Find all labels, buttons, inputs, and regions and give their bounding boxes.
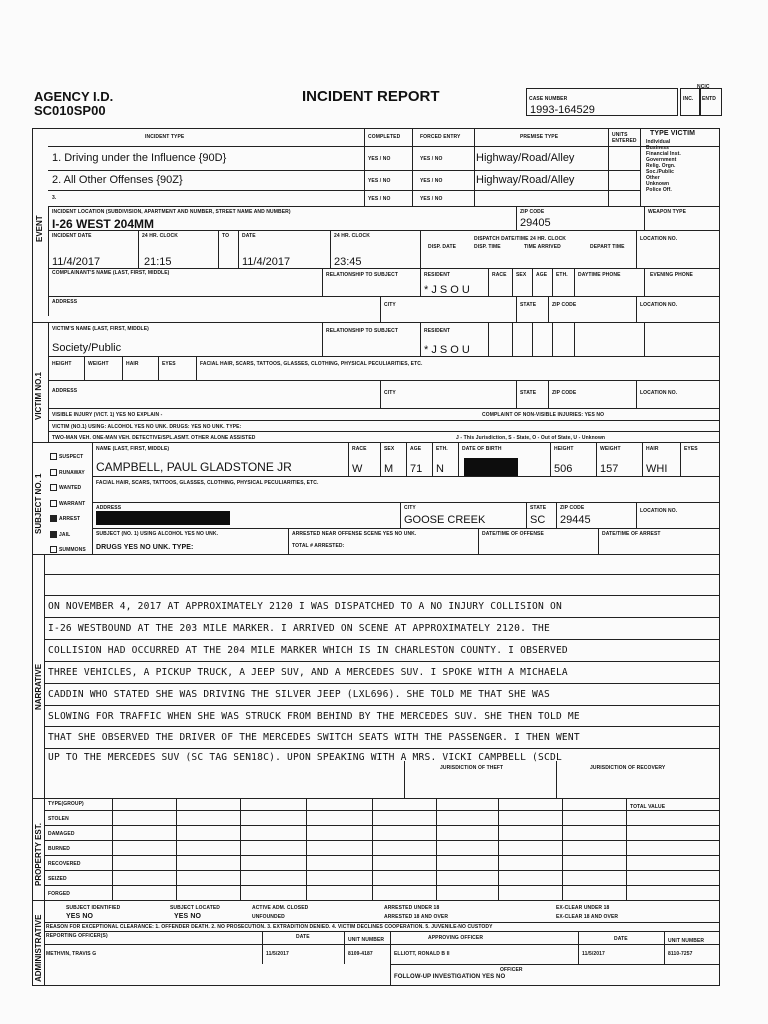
subject-address-label: ADDRESS (96, 505, 122, 511)
property-side-label: PROPERTY EST. (34, 823, 43, 886)
report-unit: 8109-4187 (348, 951, 373, 957)
incident-type-3: 3. (52, 195, 57, 201)
daytime-phone-label: DAYTIME PHONE (578, 272, 621, 278)
status-arrest: ARREST (59, 516, 81, 522)
completed-header: COMPLETED (368, 134, 401, 140)
dob-redaction (464, 458, 518, 476)
incident-location-label: INCIDENT LOCATION (SUBDIVISION, APARTMENT AND NUMBER, STREET NAME AND NUMBER) (52, 209, 291, 215)
narrative-line-3: COLLISION HAD OCCURRED AT THE 204 MILE MARKER WHICH IS IN CHARLESTON COUNTY. I OBSERVED (48, 645, 568, 656)
location-no2-label: LOCATION NO. (640, 302, 678, 308)
active-closed-label: ACTIVE ADM. CLOSED (252, 905, 309, 911)
property-damaged: DAMAGED (48, 831, 75, 837)
administrative-side-label: ADMINISTRATIVE (34, 914, 43, 982)
subject-hair: WHI (646, 463, 668, 475)
victim-resident-label: RESIDENT (424, 328, 451, 334)
approve-unit: 8110-7257 (668, 951, 693, 957)
followup-investigation: FOLLOW-UP INVESTIGATION YES NO (394, 974, 506, 980)
subject-eth-label: ETH. (436, 446, 448, 452)
victim-name: Society/Public (52, 342, 122, 354)
narrative-line-7: THAT SHE OBSERVED THE DRIVER OF THE MERCEDES SWITCH SEATS WITH THE PASSENGER. I THEN WENT (48, 732, 580, 743)
case-number: 1993-164529 (530, 104, 595, 116)
type-victim-business: Business (646, 145, 670, 151)
reporting-officer: METHVIN, TRAVIS G (46, 951, 97, 957)
subject-height-label: HEIGHT (554, 446, 574, 452)
jurisdiction-theft-label: JURISDICTION OF THEFT (440, 765, 504, 771)
eth-label: ETH. (556, 272, 568, 278)
type-victim-unknown: Unknown (646, 181, 670, 187)
ncic-label: NCIC (697, 84, 710, 90)
status-arrest-checkbox[interactable] (50, 515, 57, 522)
subject-eyes-label: EYES (684, 446, 698, 452)
subject-identified-label: SUBJECT IDENTIFIED (66, 905, 121, 911)
date-time-offense-label: DATE/TIME OF OFFENSE (482, 531, 544, 537)
victim-location-no-label: LOCATION NO. (640, 390, 678, 396)
city-label: CITY (384, 302, 396, 308)
report-date: 11/5/2017 (266, 951, 289, 957)
incident-3-forced: YES / NO (420, 196, 443, 202)
sex-label: SEX (516, 272, 527, 278)
subject-status-list (50, 450, 86, 559)
incident-type-1: 1. Driving under the Influence {90D} (52, 152, 227, 164)
subject-using-line: SUBJECT (NO. 1) USING ALCOHOL YES NO UNK. (96, 531, 219, 537)
status-wanted: WANTED (59, 485, 82, 491)
jurisdiction-recovery-label: JURISDICTION OF RECOVERY (590, 765, 666, 771)
type-victim-financial: Financial Inst. (646, 151, 681, 157)
victim-using-line: VICTIM (NO.1) USING: ALCOHOL YES NO UNK. DRUGS: YES NO UNK. TYPE: (52, 424, 242, 430)
case-number-label: CASE NUMBER (529, 96, 568, 102)
subject-facial-label: FACIAL HAIR, SCARS, TATTOOS, GLASSES, CLOTHING, PHYSICAL PECULIARITIES, ETC. (96, 480, 319, 486)
victim-state-label: STATE (520, 390, 537, 396)
disp-date-label: DISP. DATE (428, 244, 457, 250)
victim-injury-line: VISIBLE INJURY (VICT. 1) YES NO EXPLAIN - (52, 412, 163, 418)
subject-located-label: SUBJECT LOCATED (170, 905, 221, 911)
subject-state: SC (530, 514, 546, 526)
location-no-label: LOCATION NO. (640, 236, 678, 242)
victim-facial-label: FACIAL HAIR, SCARS, TATTOOS, GLASSES, CLOTHING, PHYSICAL PECULIARITIES, ETC. (200, 361, 423, 367)
incident-1-completed: YES / NO (368, 156, 391, 162)
subject-weight-label: WEIGHT (600, 446, 621, 452)
arrested-over-label: ARRESTED 18 AND OVER (384, 914, 449, 920)
incident-type-2: 2. All Other Offenses {90Z} (52, 174, 183, 186)
subject-age: 71 (410, 463, 423, 475)
status-suspect-checkbox[interactable] (50, 453, 57, 460)
type-victim-other: Other (646, 175, 660, 181)
victim-hair-label: HAIR (126, 361, 139, 367)
incident-time-to: 23:45 (334, 256, 362, 268)
status-jail-checkbox[interactable] (50, 531, 57, 538)
incident-location: I-26 WEST 204MM (52, 217, 155, 231)
victim-name-label: VICTIM'S NAME (LAST, FIRST, MIDDLE) (52, 326, 149, 332)
subject-identified-value: YES NO (66, 913, 94, 920)
subject-sex-label: SEX (384, 446, 395, 452)
victim-resident: * J S O U (424, 344, 470, 356)
resident-label: RESIDENT (424, 272, 451, 278)
status-jail: JAIL (59, 531, 71, 538)
depart-time-label: DEPART TIME (590, 244, 625, 250)
type-victim-police: Police Off. (646, 187, 672, 193)
victim-height-label: HEIGHT (52, 361, 72, 367)
subject-name: CAMPBELL, PAUL GLADSTONE JR (96, 460, 292, 474)
approving-officer-label: APPROVING OFFICER (428, 935, 484, 941)
status-warrant: WARRANT (59, 500, 86, 507)
subject-race: W (352, 463, 363, 475)
exclear-under-label: EX-CLEAR UNDER 18 (556, 905, 610, 911)
incident-date-to: 11/4/2017 (242, 256, 291, 268)
property-recovered: RECOVERED (48, 861, 81, 867)
clock-label: 24 HR. CLOCK (142, 233, 178, 239)
narrative-line-4: THREE VEHICLES, A PICKUP TRUCK, A JEEP SUV, AND A MERCEDES SUV. I SPOKE WITH A MICHAELA (48, 667, 568, 678)
exception-line: REASON FOR EXCEPTIONAL CLEARANCE: 1. OFFENDER DEATH. 2. NO PROSECUTION. 3. EXTRADITION DENIED. 4. VICTIM DECLINES COOPERATION. 5. JUVENILE-NO CUSTODY (46, 924, 493, 930)
subject-sex: M (384, 463, 394, 475)
type-victim-header: TYPE VICTIM (650, 130, 696, 137)
victim-side-label: VICTIM NO.1 (34, 371, 43, 420)
type-group-label: TYPE(GROUP) (48, 801, 84, 807)
total-arrested-label: TOTAL # ARRESTED: (292, 543, 345, 549)
address-redaction (96, 511, 230, 525)
subject-city-label: CITY (404, 505, 416, 511)
date2-label: DATE (242, 233, 256, 239)
report-title: INCIDENT REPORT (302, 88, 440, 105)
subject-zip-label: ZIP CODE (560, 505, 585, 511)
incident-1-forced: YES / NO (420, 156, 443, 162)
entd-box (700, 88, 722, 116)
approve-unit-label: UNIT NUMBER (668, 938, 705, 944)
type-victim-list (646, 139, 681, 193)
property-seized: SEIZED (48, 876, 67, 882)
forced-entry-header: FORCED ENTRY (420, 134, 461, 140)
agency-label: AGENCY I.D. (34, 89, 114, 104)
subject-city: GOOSE CREEK (404, 514, 486, 526)
complainant-resident: * J S O U (424, 284, 470, 296)
unfounded-label: UNFOUNDED (252, 914, 285, 920)
agency-id-block (34, 90, 113, 118)
type-victim-government: Government (646, 157, 677, 163)
subject-eth: N (436, 463, 444, 475)
type-victim-individual: Individual (646, 139, 671, 145)
incident-2-completed: YES / NO (368, 178, 391, 184)
arrested-under-label: ARRESTED UNDER 18 (384, 905, 440, 911)
relationship-label: RELATIONSHIP TO SUBJECT (326, 272, 399, 278)
victim-complaint-line: COMPLAINT OF NON-VISIBLE INJURIES: YES NO (482, 412, 605, 418)
incident-2-premise: Highway/Road/Alley (476, 174, 575, 186)
disp-time-label: DISP. TIME (474, 244, 501, 250)
subject-dob-label: DATE OF BIRTH (462, 446, 502, 452)
subject-located-value: YES NO (174, 913, 202, 920)
narrative-line-8: UP TO THE MERCEDES SUV (SC TAG SEN18C). UPON SPEAKING WITH A MRS. VICKI CAMPBELL (SCDL (48, 752, 562, 763)
exclear-over-label: EX-CLEAR 18 AND OVER (556, 914, 619, 920)
property-forged: FORGED (48, 891, 70, 897)
subject-side-label: SUBJECT NO. 1 (34, 473, 43, 534)
subject-drugs-line: DRUGS YES NO UNK. TYPE: (96, 544, 194, 551)
arrested-near-line: ARRESTED NEAR OFFENSE SCENE YES NO UNK. (292, 531, 417, 537)
status-summons: SUMMONS (59, 547, 86, 553)
form-frame (32, 128, 720, 986)
complainant-label: COMPLAINANT'S NAME (LAST, FIRST, MIDDLE) (52, 270, 170, 276)
subject-hair-label: HAIR (646, 446, 659, 452)
narrative-line-6: SLOWING FOR TRAFFIC WHEN SHE WAS STRUCK FROM BEHIND BY THE MERCEDES SUV. SHE THEN TOLD ME (48, 711, 580, 722)
victim-weight-label: WEIGHT (88, 361, 109, 367)
subject-height: 506 (554, 463, 573, 475)
type-victim-society: Soc./Public (646, 169, 675, 175)
evening-phone-label: EVENING PHONE (650, 272, 693, 278)
approve-date-label: DATE (614, 936, 628, 942)
victim-city-label: CITY (384, 390, 396, 396)
reporting-officer-label: REPORTING OFFICER(S) (46, 933, 108, 939)
victim-jurisdiction-line: J - This Jurisdiction, S - State, O - Out of State, U - Unknown (456, 435, 606, 441)
officer-label: OFFICER (500, 967, 523, 973)
report-date-label: DATE (296, 934, 310, 940)
property-stolen: STOLEN (48, 816, 69, 822)
status-wanted-checkbox[interactable] (50, 484, 57, 491)
status-runaway-checkbox[interactable] (50, 469, 57, 476)
clock2-label: 24 HR. CLOCK (334, 233, 370, 239)
victim-relationship-label: RELATIONSHIP TO SUBJECT (326, 328, 399, 334)
incident-2-forced: YES / NO (420, 178, 443, 184)
premise-type-header: PREMISE TYPE (520, 134, 559, 140)
zip-label: ZIP CODE (520, 209, 545, 215)
narrative-line-5: CADDIN WHO STATED SHE WAS DRIVING THE SILVER JEEP (LXL696). SHE TOLD ME THAT SHE WAS (48, 689, 550, 700)
incident-3-completed: YES / NO (368, 196, 391, 202)
type-victim-religious: Relig. Orgn. (646, 163, 676, 169)
property-burned: BURNED (48, 846, 70, 852)
zip2-label: ZIP CODE (552, 302, 577, 308)
entd-label: ENTD (702, 96, 717, 102)
subject-age-label: AGE (410, 446, 422, 452)
event-side-label: EVENT (35, 215, 44, 242)
subject-weight: 157 (600, 463, 619, 475)
status-warrant-checkbox[interactable] (50, 500, 57, 507)
incident-date-label: INCIDENT DATE (52, 233, 92, 239)
victim-zip-label: ZIP CODE (552, 390, 577, 396)
subject-zip: 29445 (560, 514, 591, 526)
address-label: ADDRESS (52, 299, 78, 305)
dispatch-label: DISPATCH DATE/TIME 24 HR. CLOCK (474, 236, 566, 242)
incident-time-from: 21:15 (144, 256, 172, 268)
agency-id: SC010SP00 (34, 103, 106, 118)
to-label: TO (222, 233, 230, 239)
narrative-line-1: ON NOVEMBER 4, 2017 AT APPROXIMATELY 2120 I WAS DISPATCHED TO A NO INJURY COLLISION ON (48, 601, 562, 612)
subject-state-label: STATE (530, 505, 547, 511)
victim-officer-line: TWO-MAN VEH. ONE-MAN VEH. DETECTIVE/SPL.ASMT. OTHER ALONE ASSISTED (52, 435, 256, 441)
approve-date: 11/5/2017 (582, 951, 605, 957)
weapon-type-label: WEAPON TYPE (648, 209, 687, 215)
inc-box (680, 88, 700, 116)
total-value-label: TOTAL VALUE (630, 804, 666, 810)
subject-race-label: RACE (352, 446, 367, 452)
approving-officer: ELLIOTT, RONALD B II (394, 951, 450, 957)
narrative-side-label: NARRATIVE (34, 663, 43, 710)
victim-eyes-label: EYES (162, 361, 176, 367)
incident-date-from: 11/4/2017 (52, 256, 101, 268)
subject-name-label: NAME (LAST, FIRST, MIDDLE) (96, 446, 170, 452)
date-time-arrest-label: DATE/TIME OF ARREST (602, 531, 661, 537)
state-label: STATE (520, 302, 537, 308)
victim-address-label: ADDRESS (52, 388, 78, 394)
unit-number-label: UNIT NUMBER (348, 937, 385, 943)
inc-label: INC. (683, 96, 694, 102)
status-suspect: SUSPECT (59, 454, 84, 460)
narrative-line-2: I-26 WESTBOUND AT THE 203 MILE MARKER. I ARRIVED ON SCENE AT APPROXIMATELY 2120. THE (48, 623, 550, 634)
incident-type-header: INCIDENT TYPE (145, 134, 185, 140)
units-entered-header: UNITS ENTERED (612, 132, 637, 144)
status-runaway: RUNAWAY (59, 469, 85, 476)
incident-zip: 29405 (520, 217, 551, 229)
incident-1-premise: Highway/Road/Alley (476, 152, 575, 164)
status-summons-checkbox[interactable] (50, 546, 57, 553)
time-arrived-label: TIME ARRIVED (524, 244, 561, 250)
subject-location-no-label: LOCATION NO. (640, 508, 678, 514)
age-label: AGE (536, 272, 548, 278)
race-label: RACE (492, 272, 507, 278)
